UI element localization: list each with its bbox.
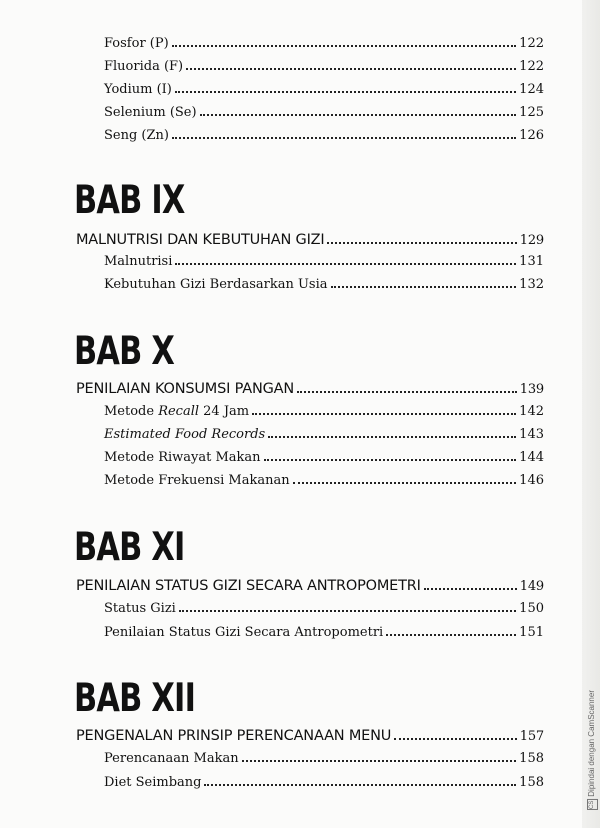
toc-entry-label: Metode Frekuensi Makanan — [104, 473, 290, 488]
toc-entry-page: 151 — [519, 625, 544, 640]
chapter-title-entry — [76, 722, 544, 744]
toc-entry — [104, 468, 544, 488]
dot-leader — [327, 242, 516, 244]
toc-entry-label: Diet Seimbang — [104, 775, 202, 790]
toc-entry-page: 131 — [519, 254, 544, 269]
dot-leader — [252, 413, 516, 415]
toc-entry-label: Status Gizi — [104, 601, 176, 616]
dot-leader — [293, 482, 517, 484]
chapter-title: PENGENALAN PRINSIP PERENCANAAN MENU — [76, 728, 392, 744]
toc-entry — [104, 746, 544, 766]
dot-leader — [394, 738, 517, 740]
chapter-heading: BAB XI — [74, 525, 185, 570]
italic-term: Recall — [158, 404, 200, 419]
dot-leader — [264, 459, 517, 461]
toc-entry-label: Perencanaan Makan — [104, 751, 239, 766]
dot-leader — [268, 436, 516, 438]
chapter-page: 129 — [519, 233, 544, 248]
dot-leader — [172, 45, 516, 47]
dot-leader — [179, 610, 516, 612]
dot-leader — [172, 137, 516, 139]
toc-entry-label: Penilaian Status Gizi Secara Antropometri — [104, 625, 384, 640]
chapter-heading: BAB IX — [74, 178, 185, 223]
toc-entry — [104, 620, 544, 640]
toc-entry-page: 158 — [519, 775, 544, 790]
toc-entry-page: 146 — [519, 473, 544, 488]
chapter-page: 139 — [519, 382, 544, 397]
dot-leader — [200, 114, 517, 116]
chapter-title: MALNUTRISI DAN KEBUTUHAN GIZI — [76, 232, 325, 248]
toc-entry — [104, 77, 544, 97]
toc-entry-page: 122 — [519, 36, 544, 51]
toc-entry-page: 132 — [519, 277, 544, 292]
toc-entry — [104, 596, 544, 616]
dot-leader — [424, 588, 517, 590]
toc-entry-label: Estimated Food Records — [104, 427, 266, 442]
chapter-heading: BAB X — [74, 329, 175, 374]
toc-entry-label: Seng (Zn) — [104, 128, 169, 143]
dot-leader — [386, 634, 516, 636]
camscanner-logo-icon: CS — [587, 799, 598, 810]
toc-entry — [104, 272, 544, 292]
toc-entry-page: 124 — [519, 82, 544, 97]
toc-entry-label: Metode Riwayat Makan — [104, 450, 261, 465]
toc-entry — [104, 445, 544, 465]
toc-entry-label: Yodium (I) — [104, 82, 172, 97]
toc-entry-page: 158 — [519, 751, 544, 766]
scanner-note-text: Dipindai dengan CamScanner — [587, 690, 596, 797]
toc-entry-page: 122 — [519, 59, 544, 74]
chapter-title-entry — [76, 572, 544, 594]
chapter-heading: BAB XII — [74, 676, 196, 721]
toc-entry-page: 150 — [519, 601, 544, 616]
toc-entry-page: 126 — [519, 128, 544, 143]
toc-entry — [104, 31, 544, 51]
toc-entry-label: Malnutrisi — [104, 254, 173, 269]
dot-leader — [186, 68, 516, 70]
chapter-page: 149 — [519, 579, 544, 594]
toc-entry-page: 143 — [519, 427, 544, 442]
toc-entry-page: 142 — [519, 404, 544, 419]
toc-entry — [104, 100, 544, 120]
toc-entry-label: Fluorida (F) — [104, 59, 184, 74]
dot-leader — [331, 286, 517, 288]
toc-entry — [104, 770, 544, 790]
toc-entry — [104, 123, 544, 143]
chapter-title: PENILAIAN STATUS GIZI SECARA ANTROPOMETRI — [76, 578, 421, 594]
toc-entry-label: Selenium (Se) — [104, 105, 197, 120]
toc-entry-label: Metode Recall 24 Jam — [104, 404, 250, 419]
chapter-page: 157 — [519, 729, 544, 744]
toc-entry — [104, 422, 544, 442]
toc-entry-page: 144 — [519, 450, 544, 465]
toc-entry — [104, 399, 544, 419]
dot-leader — [175, 91, 516, 93]
toc-entry — [104, 249, 544, 269]
toc-entry — [104, 54, 544, 74]
scanner-watermark — [587, 690, 598, 813]
dot-leader — [242, 760, 517, 762]
toc-entry-label: Fosfor (P) — [104, 36, 169, 51]
chapter-title-entry — [76, 226, 544, 248]
chapter-title-entry — [76, 375, 544, 397]
dot-leader — [175, 263, 516, 265]
dot-leader — [204, 784, 516, 786]
toc-entry-label: Kebutuhan Gizi Berdasarkan Usia — [104, 277, 328, 292]
toc-entry-page: 125 — [519, 105, 544, 120]
chapter-title: PENILAIAN KONSUMSI PANGAN — [76, 381, 294, 397]
dot-leader — [297, 391, 517, 393]
